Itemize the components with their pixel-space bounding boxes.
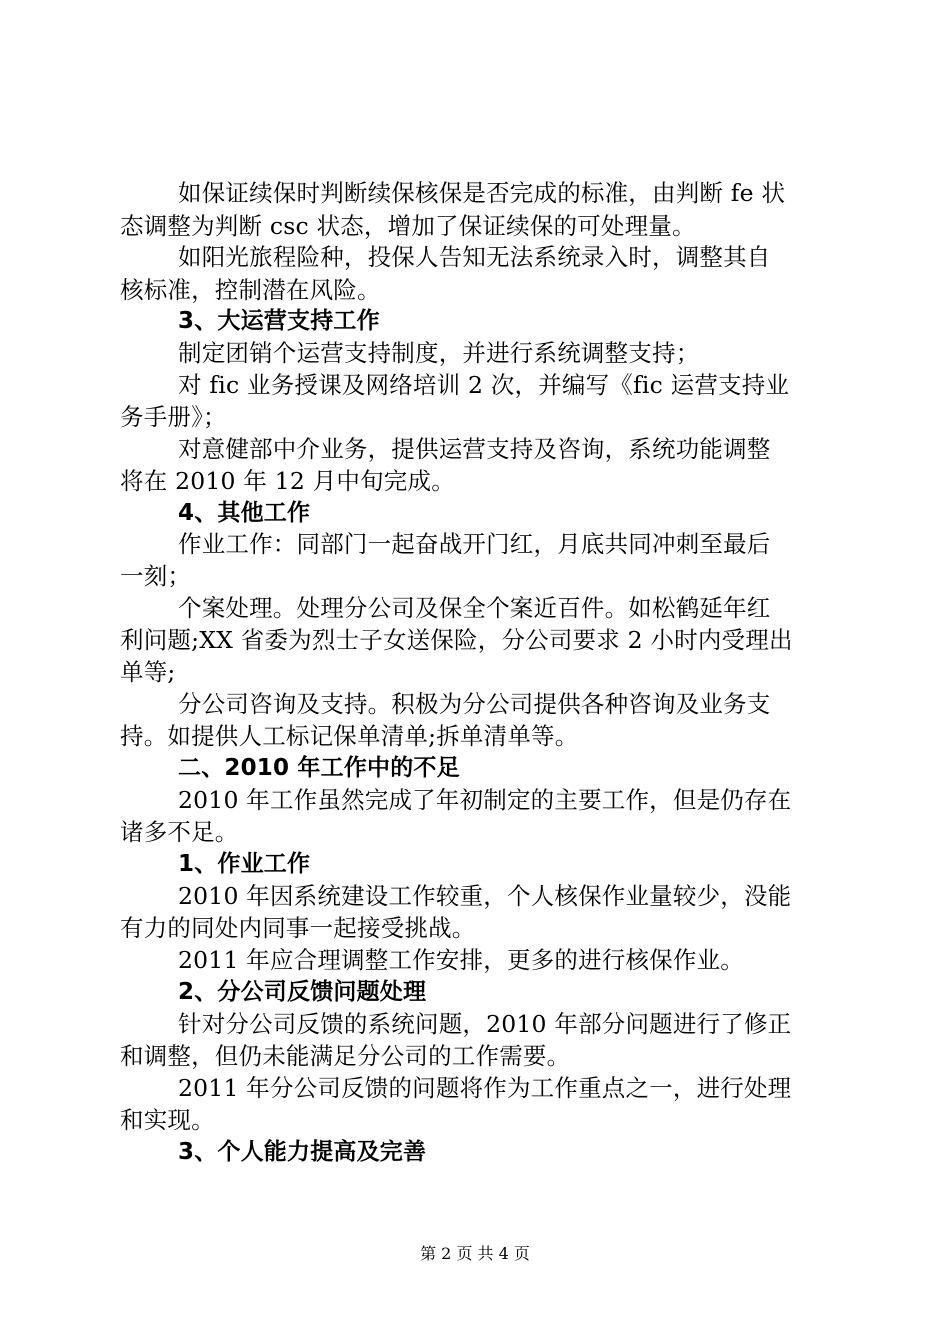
paragraph-line: 个案处理。处理分公司及保全个案近百件。如松鹤延年红 [178,594,771,622]
paragraph-line: 诸多不足。 [120,818,239,846]
section-heading: 二、2010 年工作中的不足 [178,755,460,781]
section-heading: 4、其他工作 [178,500,311,526]
paragraph-line: 2011 年分公司反馈的问题将作为工作重点之一，进行处理 [178,1074,792,1102]
section-heading: 1、作业工作 [178,851,311,877]
paragraph-line: 务手册》； [120,403,227,431]
paragraph-line: 作业工作：同部门一起奋战开门红，月底共同冲刺至最后 [178,530,771,558]
paragraph-line: 制定团销个运营支持制度，并进行系统调整支持； [178,339,700,367]
paragraph-line: 2010 年因系统建设工作较重，个人核保作业量较少，没能 [178,882,792,910]
paragraph-line: 核标准，控制潜在风险。 [120,276,381,304]
paragraph-line: 利问题;XX 省委为烈士子女送保险，分公司要求 2 小时内受理出 [120,626,793,654]
paragraph-line: 2010 年工作虽然完成了年初制定的主要工作，但是仍存在 [178,786,792,814]
paragraph-line: 对意健部中介业务，提供运营支持及咨询，系统功能调整 [178,435,771,463]
paragraph-line: 对 fic 业务授课及网络培训 2 次，并编写《fic 运营支持业 [178,371,790,399]
paragraph-line: 和调整，但仍未能满足分公司的工作需要。 [120,1042,571,1070]
paragraph-line: 态调整为判断 csc 状态，增加了保证续保的可处理量。 [120,212,696,240]
paragraph-line: 2011 年应合理调整工作安排，更多的进行核保作业。 [178,946,744,974]
paragraph-line: 一刻； [120,562,192,590]
section-heading: 3、大运营支持工作 [178,308,380,334]
page-number-footer: 第 2 页 共 4 页 [420,1244,530,1263]
paragraph-line: 如阳光旅程险种，投保人告知无法系统录入时，调整其自 [178,243,771,271]
paragraph-line: 针对分公司反馈的系统问题，2010 年部分问题进行了修正 [178,1010,792,1038]
paragraph-line: 单等; [120,658,176,686]
paragraph-line: 持。如提供人工标记保单清单;拆单清单等。 [120,722,579,750]
section-heading: 3、个人能力提高及完善 [178,1139,427,1165]
section-heading: 2、分公司反馈问题处理 [178,979,427,1005]
paragraph-line: 将在 2010 年 12 月中旬完成。 [120,467,455,495]
paragraph-line: 有力的同处内同事一起接受挑战。 [120,914,476,942]
paragraph-line: 分公司咨询及支持。积极为分公司提供各种咨询及业务支 [178,690,771,718]
paragraph-line: 如保证续保时判断续保核保是否完成的标准，由判断 fe 状 [178,179,786,207]
paragraph-line: 和实现。 [120,1106,215,1134]
